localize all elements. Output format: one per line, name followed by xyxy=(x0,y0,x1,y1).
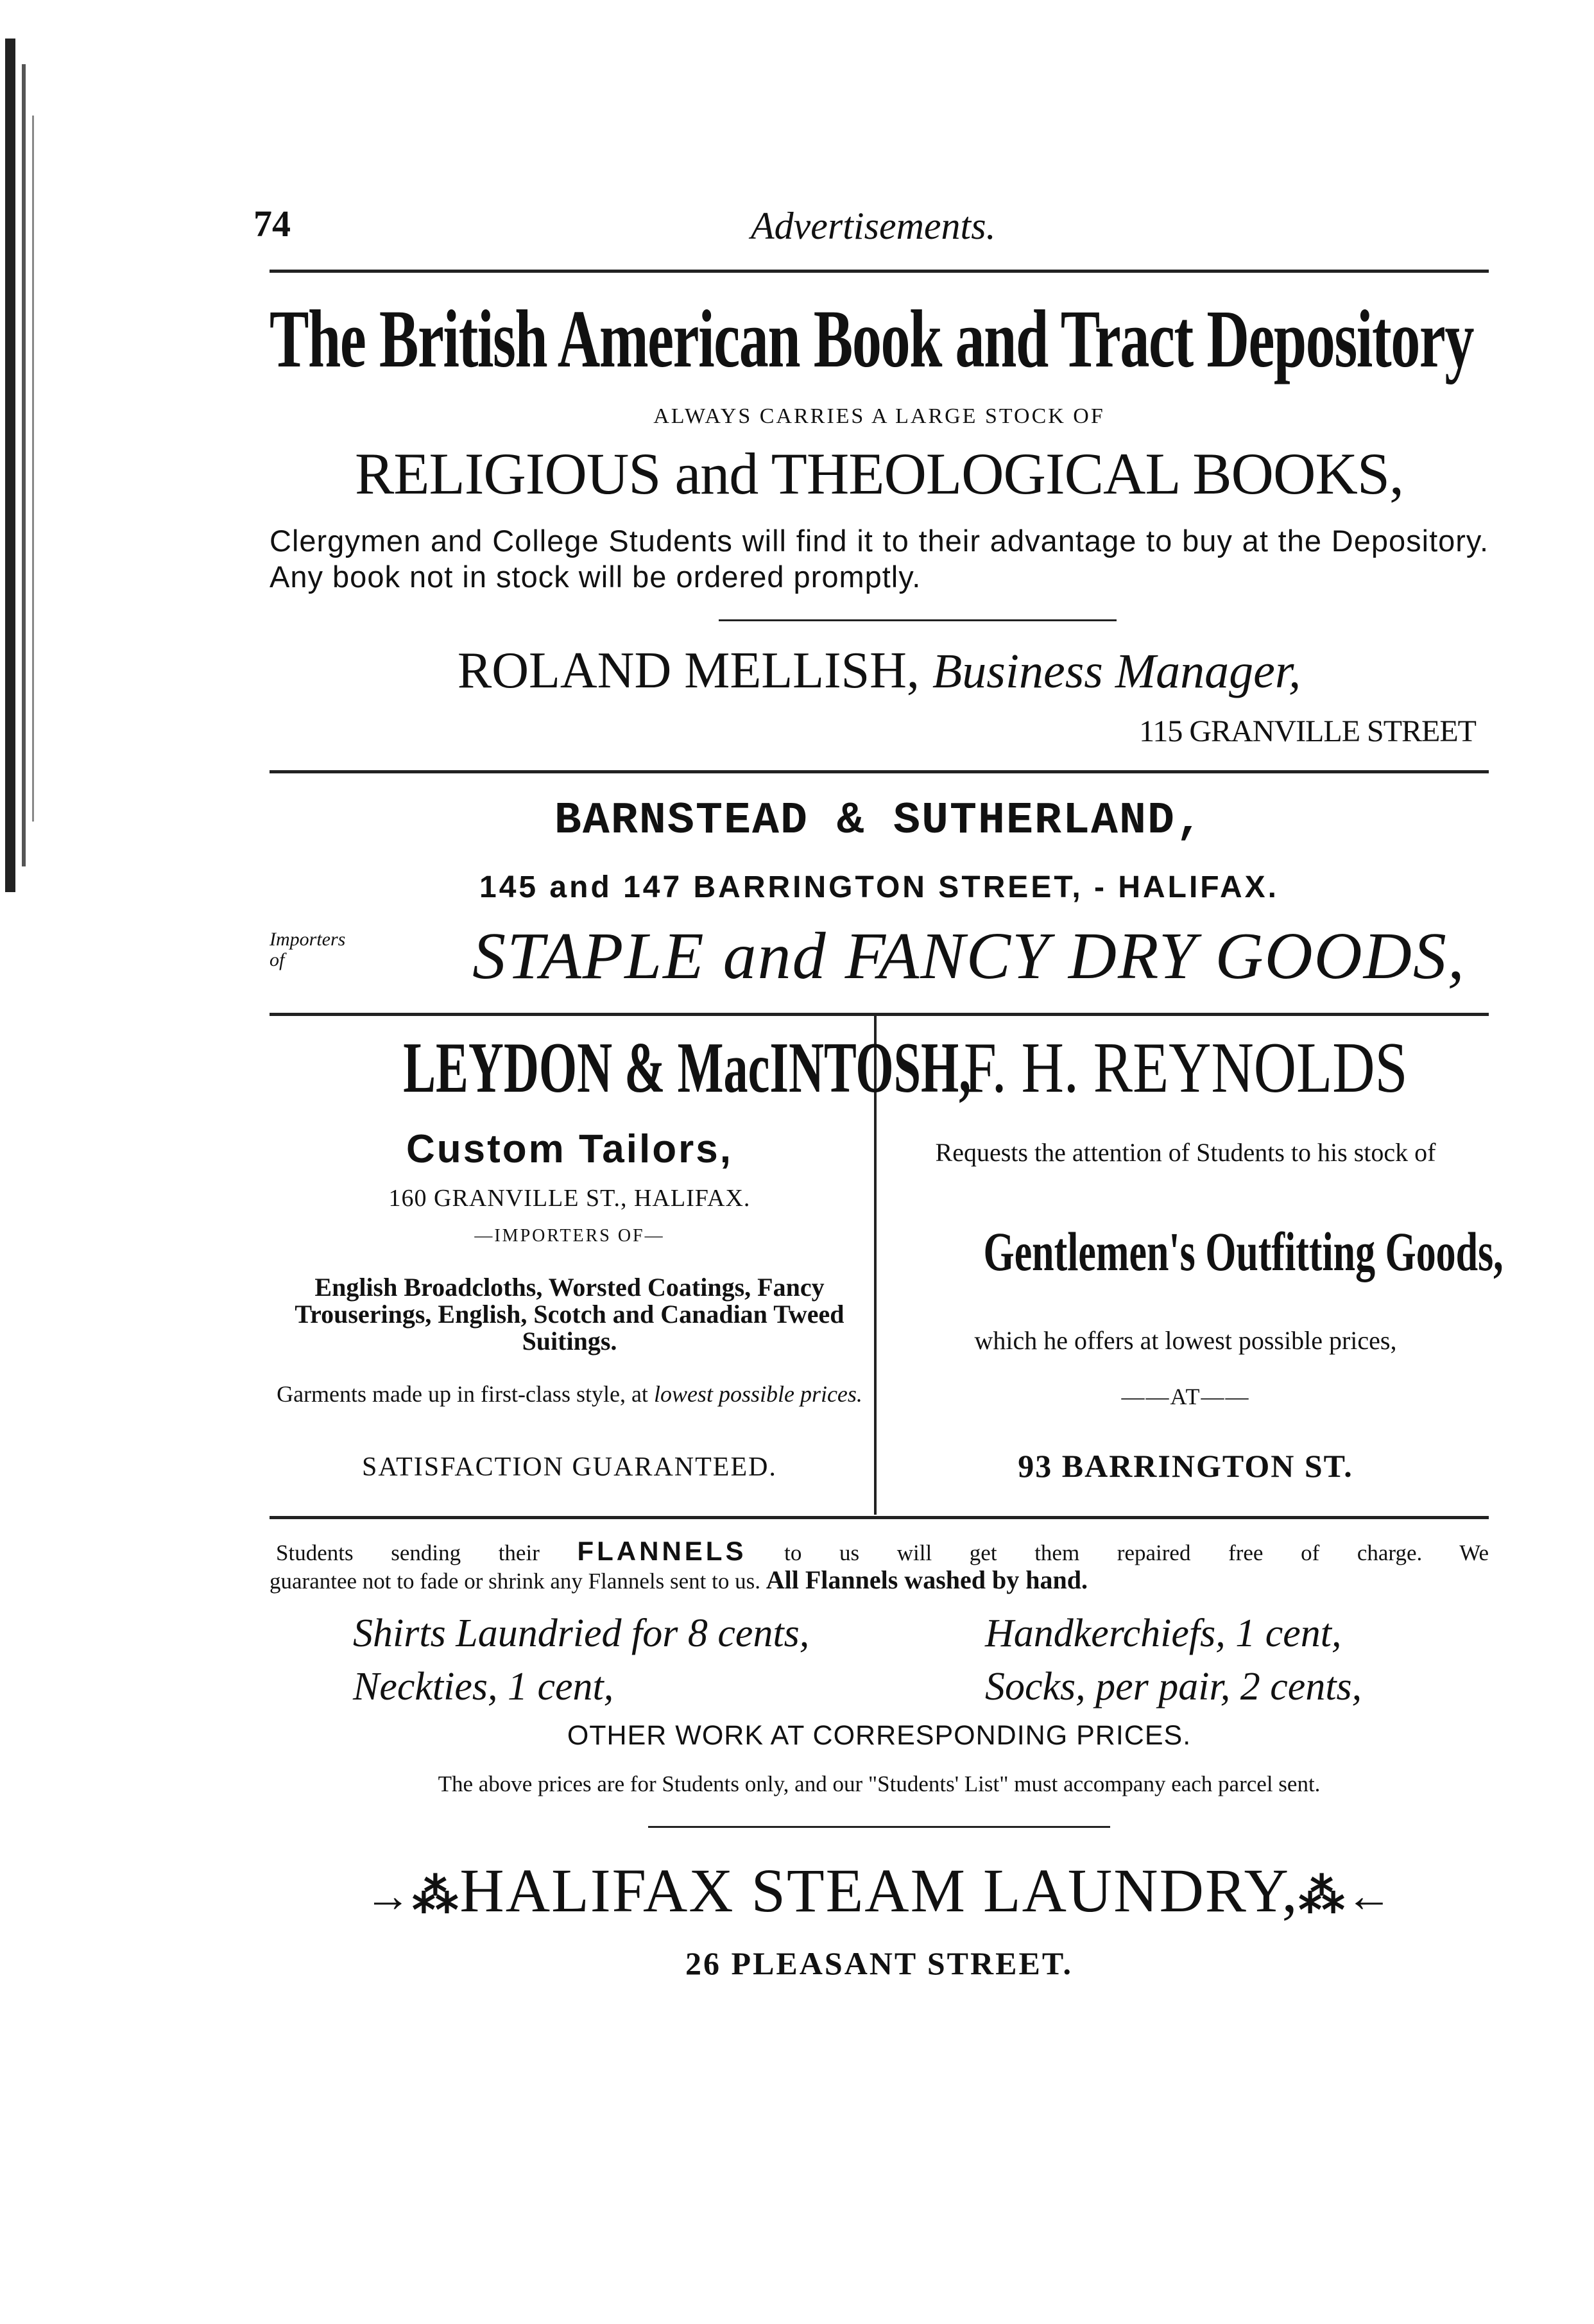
price-socks: Socks, per pair, 2 cents, xyxy=(985,1665,1362,1709)
leydon-name xyxy=(270,1027,972,1110)
laundry-flannels: FLANNELS xyxy=(577,1536,747,1566)
leydon-satisfaction: SATISFACTION GUARANTEED. xyxy=(362,1452,777,1482)
ornament-right-icon: ⁂← xyxy=(1298,1870,1394,1922)
reynolds-at: ——AT—— xyxy=(1121,1384,1250,1409)
reynolds-address: 93 BARRINGTON ST. xyxy=(1018,1448,1353,1484)
leydon-name-text: LEYDON & MacINTOSH, xyxy=(403,1028,972,1108)
running-title: Advertisements. xyxy=(751,205,996,247)
reynolds-goods xyxy=(882,1219,1504,1284)
divider xyxy=(648,1826,1110,1828)
price-handkerchiefs: Handkerchiefs, 1 cent, xyxy=(985,1612,1342,1655)
leydon-tagline: Custom Tailors, xyxy=(406,1127,733,1171)
barnstead-address: 145 and 147 BARRINGTON STREET, - HALIFAX. xyxy=(479,870,1279,904)
barnstead-goods: STAPLE and FANCY DRY GOODS, xyxy=(472,919,1466,993)
divider xyxy=(270,1516,1489,1519)
depository-tagline: ALWAYS CARRIES A LARGE STOCK OF xyxy=(653,404,1105,428)
divider xyxy=(719,619,1117,621)
laundry-name xyxy=(270,1855,1489,1926)
barnstead-importers-label xyxy=(270,929,345,970)
manager-title: Business Manager, xyxy=(932,644,1301,698)
leydon-importers: —IMPORTERS OF— xyxy=(474,1226,665,1246)
laundry-address: 26 PLEASANT STREET. xyxy=(685,1945,1073,1981)
garments-italic: lowest possible prices. xyxy=(653,1381,862,1407)
price-shirts: Shirts Laundried for 8 cents, xyxy=(353,1612,810,1655)
laundry-line1-before: Students sending their xyxy=(276,1540,540,1565)
divider xyxy=(270,770,1489,773)
manager-name: ROLAND MELLISH, xyxy=(457,642,920,699)
barnstead-name: BARNSTEAD & SUTHERLAND, xyxy=(554,796,1204,847)
reynolds-name-text: F. H. REYNOLDS xyxy=(963,1028,1408,1108)
laundry-line2 xyxy=(270,1566,1489,1596)
leydon-garments xyxy=(270,1380,870,1408)
depository-body: Clergymen and College Students will find it to their advantage to buy at the Depository. Any book not in stock will be ordered promptly. xyxy=(270,524,1489,594)
garments-text: Garments made up in first-class style, at xyxy=(277,1381,648,1407)
ornament-left-icon: →⁂ xyxy=(364,1870,460,1922)
laundry-name-text: HALIFAX STEAM LAUNDRY, xyxy=(459,1856,1299,1925)
importers-label-line2: of xyxy=(270,949,285,970)
depository-title xyxy=(270,292,1489,386)
reynolds-name xyxy=(882,1027,1489,1110)
reynolds-intro: Requests the attention of Students to his stock of xyxy=(935,1138,1436,1167)
reynolds-prices: which he offers at lowest possible prices, xyxy=(974,1326,1397,1355)
divider xyxy=(270,1013,1489,1016)
price-neckties: Neckties, 1 cent, xyxy=(353,1665,614,1709)
depository-title-text: The British American Book and Tract Depository xyxy=(270,293,1473,384)
depository-headline: RELIGIOUS and THEOLOGICAL BOOKS, xyxy=(354,441,1404,506)
laundry-other-work: OTHER WORK AT CORRESPONDING PRICES. xyxy=(567,1720,1192,1751)
divider xyxy=(270,270,1489,273)
page-number: 74 xyxy=(253,203,291,245)
binding-edge-mark xyxy=(0,39,45,892)
depository-address: 115 GRANVILLE STREET xyxy=(1139,714,1476,748)
laundry-line2-bold: All Flannels washed by hand. xyxy=(766,1565,1088,1594)
laundry-line1-after: to us will get them repaired free of charge. We xyxy=(784,1540,1489,1565)
laundry-line2-plain: guarantee not to fade or shrink any Flannels sent to us. xyxy=(270,1569,760,1594)
laundry-note: The above prices are for Students only, and our "Students' List" must accompany each parcel sent. xyxy=(438,1771,1321,1796)
laundry-line1 xyxy=(276,1537,1489,1567)
depository-manager xyxy=(270,642,1489,700)
leydon-goods: English Broadcloths, Worsted Coatings, Fancy Trouserings, English, Scotch and Canadian Tweed Suitings. xyxy=(295,1273,844,1356)
leydon-address: 160 GRANVILLE ST., HALIFAX. xyxy=(388,1185,751,1212)
reynolds-goods-text: Gentlemen's Outfitting Goods, xyxy=(983,1221,1504,1282)
importers-label-line1: Importers xyxy=(270,929,346,950)
